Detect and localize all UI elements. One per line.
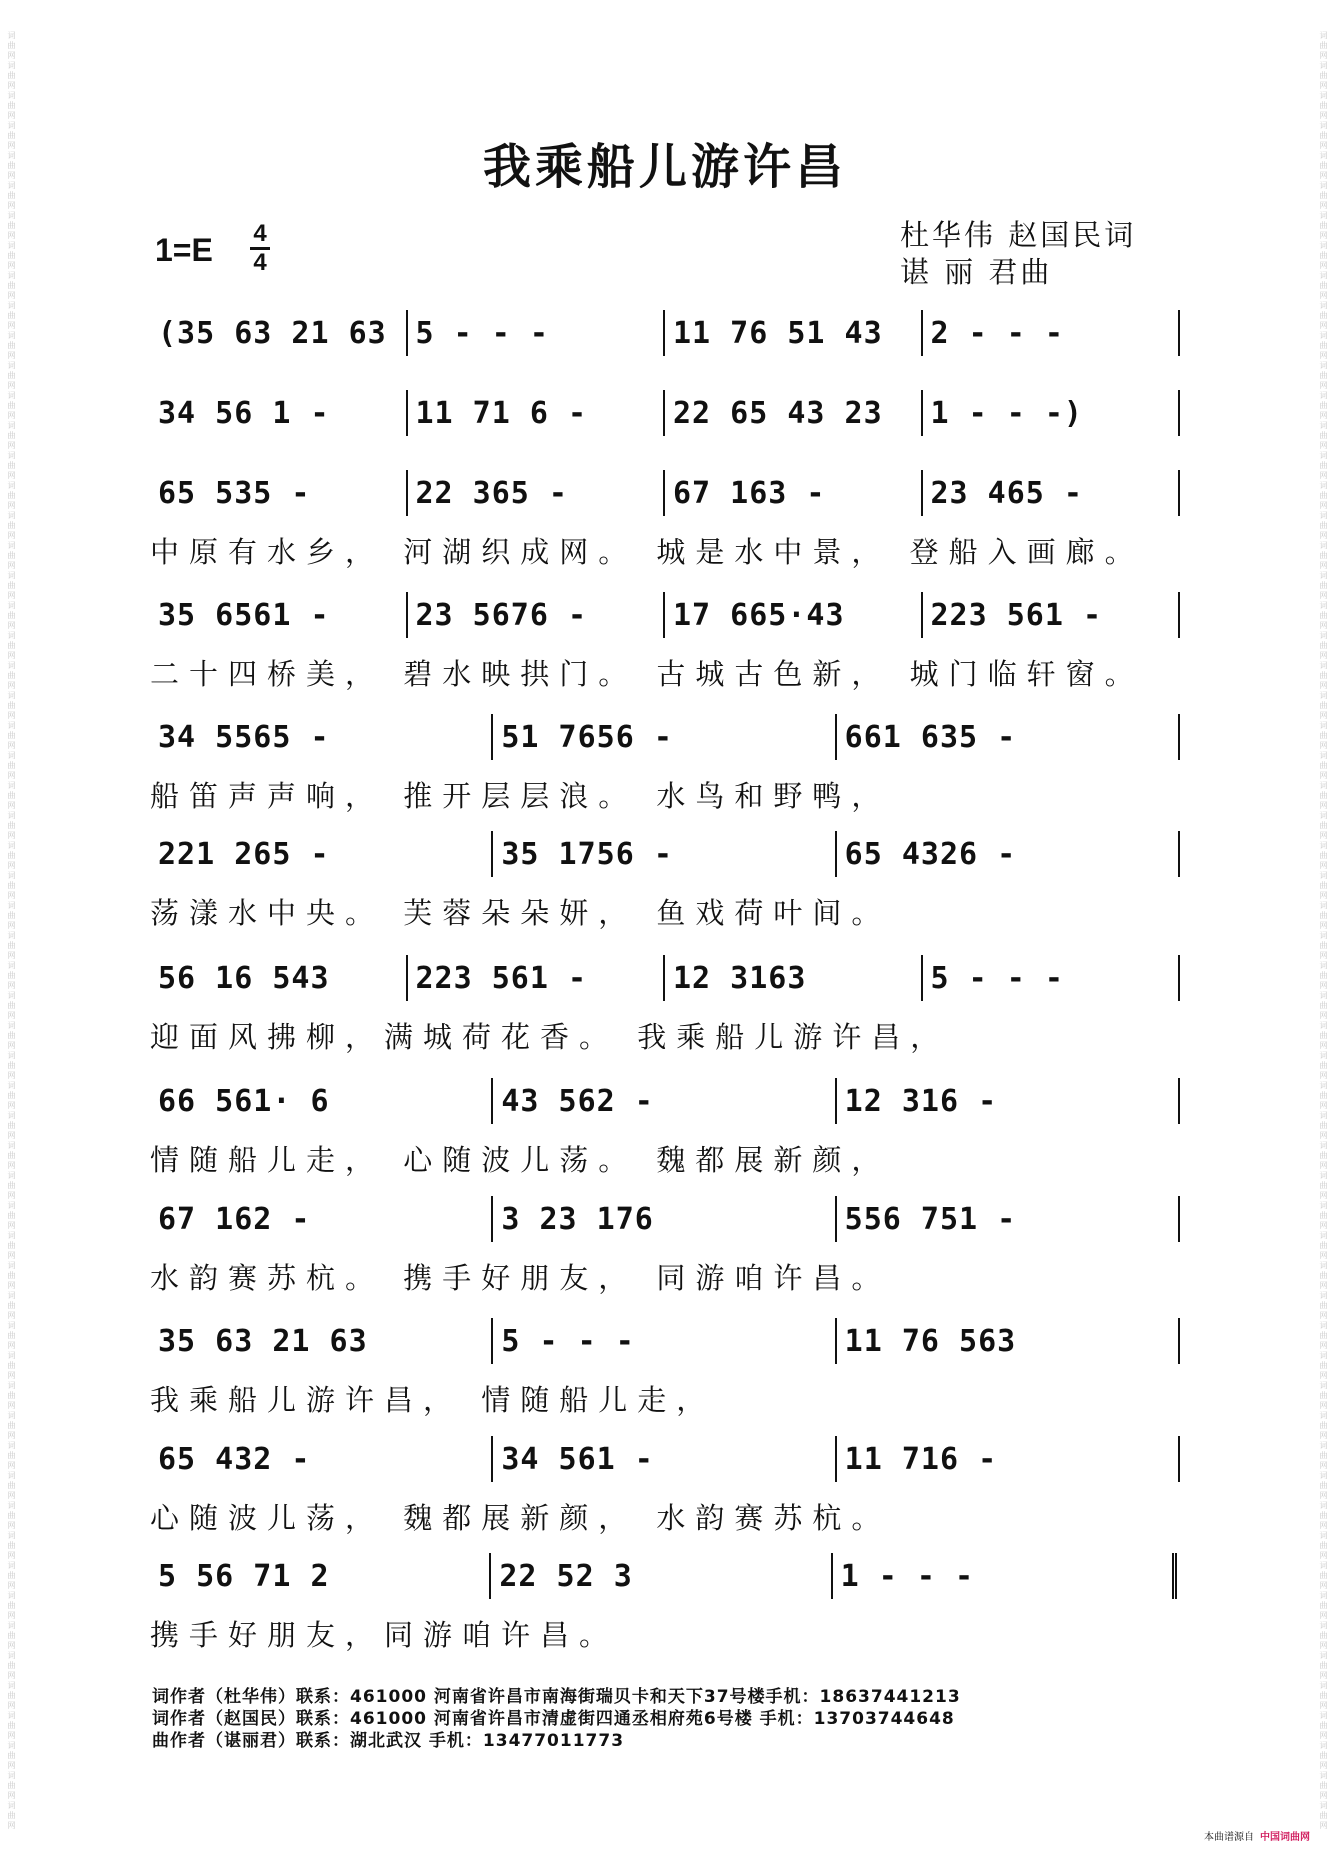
score-row (150, 592, 1180, 642)
lyric-line: 迎面风拂柳，满城荷花香。 我乘船儿游许昌， (150, 1020, 950, 1054)
key-signature: 1=E (155, 232, 213, 268)
barline (1178, 1436, 1180, 1482)
notation-line (150, 714, 1180, 760)
measure: 35 6561 - (158, 597, 330, 633)
score-row (150, 310, 1180, 360)
measure: 11 716 - (844, 1441, 998, 1477)
song-title: 我乘船儿游许昌 (482, 139, 847, 195)
measure: 5 - - - (930, 960, 1064, 996)
meter-bottom: 4 (253, 249, 267, 276)
notation-line (150, 470, 1180, 516)
measure: 34 5565 - (158, 719, 330, 755)
score-row (150, 1318, 1180, 1368)
lyric-line: 二十四桥美， 碧水映拱门。 古城古色新， 城门临轩窗。 (150, 657, 1144, 691)
measure: 12 3163 (673, 960, 807, 996)
barline (1178, 592, 1180, 638)
notation-line (150, 955, 1180, 1001)
measure: 65 4326 - (844, 836, 1017, 872)
lyric-line: 我乘船儿游许昌， 情随船儿走， (150, 1383, 716, 1417)
measure: 56 16 543 (158, 960, 330, 996)
lyric-line: 情随船儿走， 心随波儿荡。 魏都展新颜， (150, 1143, 891, 1177)
measure: 3 23 176 (501, 1201, 654, 1237)
left-watermark-strip: 词曲网词曲网词曲网词曲网词曲网词曲网词曲网词曲网词曲网词曲网词曲网词曲网词曲网词曲网词曲网词曲网词曲网词曲网词曲网词曲网词曲网词曲网词曲网词曲网词曲网词曲网词曲网词曲网词曲网词曲网词曲网词曲网词曲网词曲网词曲网词曲网词曲网词曲网词曲网词曲网词曲网词曲网词曲网词曲网词曲网词曲网词曲网词曲网词曲网词曲网词曲网词曲网词曲网词曲网词曲网词曲网词曲网词曲网词曲网词曲网 (7, 30, 16, 1831)
barline (1178, 831, 1180, 877)
measure: 1 - - -) (930, 395, 1083, 431)
measure: 22 65 43 23 (673, 395, 883, 431)
measure: 22 365 - (415, 475, 568, 511)
measure: 11 76 563 (844, 1323, 1017, 1359)
measure: 12 316 - (844, 1083, 998, 1119)
measure: 23 465 - (930, 475, 1083, 511)
measure: 43 562 - (501, 1083, 654, 1119)
measure: 23 5676 - (415, 597, 588, 633)
composer-credit: 谌 丽 君曲 (900, 255, 1053, 289)
barline (1178, 1078, 1180, 1124)
lyric-line: 携手好朋友，同游咱许昌。 (150, 1618, 619, 1652)
barline (1178, 390, 1180, 436)
measure: 11 71 6 - (415, 395, 588, 431)
barline (1172, 1553, 1180, 1599)
lyric-line: 中原有水乡， 河湖织成网。 城是水中景， 登船入画廊。 (150, 535, 1144, 569)
lyric-line: 心随波儿荡， 魏都展新颜， 水韵赛苏杭。 (150, 1501, 891, 1535)
measure: 1 - - - (840, 1558, 975, 1594)
score-row (150, 955, 1180, 1005)
measure: 67 162 - (158, 1201, 311, 1237)
notation-line (150, 1078, 1180, 1124)
measure: 5 - - - (415, 315, 549, 351)
barline (1178, 955, 1180, 1001)
lyric-line: 水韵赛苏杭。 携手好朋友， 同游咱许昌。 (150, 1261, 891, 1295)
measure: 51 7656 - (501, 719, 673, 755)
score-row (150, 714, 1180, 764)
source-brand (1204, 1828, 1310, 1843)
measure: 221 265 - (158, 836, 330, 872)
measure: 35 63 21 63 (158, 1323, 368, 1359)
measure: 22 52 3 (499, 1558, 633, 1594)
score-row (150, 1436, 1180, 1486)
measure: 65 535 - (158, 475, 311, 511)
measure: 5 - - - (501, 1323, 635, 1359)
brand-site[interactable]: 中国词曲网 (1260, 1832, 1310, 1843)
lyricist-credit: 杜华伟 赵国民词 (900, 218, 1137, 252)
barline (1178, 310, 1180, 356)
measure: 35 1756 - (501, 836, 673, 872)
measure: 34 561 - (501, 1441, 654, 1477)
barline (1178, 714, 1180, 760)
notation-line (150, 1196, 1180, 1242)
measure: 11 76 51 43 (673, 315, 883, 351)
measure: 556 751 - (844, 1201, 1017, 1237)
contact-line: 词作者（赵国民）联系：461000 河南省许昌市清虚街四通丞相府苑6号楼 手机：13703744648 (152, 1709, 955, 1729)
measure: 65 432 - (158, 1441, 311, 1477)
measure: 34 56 1 - (158, 395, 330, 431)
score-row (150, 1553, 1180, 1603)
score-row (150, 390, 1180, 440)
measure: (35 63 21 63 (158, 315, 387, 351)
contact-line: 词作者（杜华伟）联系：461000 河南省许昌市南海街瑞贝卡和天下37号楼手机：18637441213 (152, 1687, 961, 1707)
measure: 66 561· 6 (158, 1083, 330, 1119)
meter-top: 4 (253, 220, 267, 247)
score-row (150, 831, 1180, 881)
barline (1178, 470, 1180, 516)
notation-line (150, 390, 1180, 436)
notation-line (150, 310, 1180, 356)
notation-line (150, 1318, 1180, 1364)
right-watermark-strip: 词曲网词曲网词曲网词曲网词曲网词曲网词曲网词曲网词曲网词曲网词曲网词曲网词曲网词曲网词曲网词曲网词曲网词曲网词曲网词曲网词曲网词曲网词曲网词曲网词曲网词曲网词曲网词曲网词曲网词曲网词曲网词曲网词曲网词曲网词曲网词曲网词曲网词曲网词曲网词曲网词曲网词曲网词曲网词曲网词曲网词曲网词曲网词曲网词曲网词曲网词曲网词曲网词曲网词曲网词曲网词曲网词曲网词曲网词曲网词曲网 (1319, 30, 1328, 1831)
notation-line (150, 831, 1180, 877)
notation-line (150, 1436, 1180, 1482)
measure: 67 163 - (673, 475, 826, 511)
lyric-line: 船笛声声响， 推开层层浪。 水鸟和野鸭， (150, 779, 891, 813)
notation-line (150, 1553, 1180, 1599)
score-row (150, 1196, 1180, 1246)
measure: 5 56 71 2 (158, 1558, 330, 1594)
measure: 2 - - - (930, 315, 1064, 351)
brand-prefix: 本曲谱源自 (1204, 1832, 1254, 1843)
lyric-line: 荡漾水中央。 芙蓉朵朵妍， 鱼戏荷叶间。 (150, 896, 891, 930)
score-row (150, 1078, 1180, 1128)
measure: 661 635 - (844, 719, 1017, 755)
barline (1178, 1196, 1180, 1242)
measure: 17 665·43 (673, 597, 845, 633)
notation-line (150, 592, 1180, 638)
barline (1178, 1318, 1180, 1364)
score-row (150, 470, 1180, 520)
measure: 223 561 - (930, 597, 1103, 633)
time-signature (250, 222, 270, 275)
contact-line: 曲作者（谌丽君）联系：湖北武汉 手机：13477011773 (152, 1731, 625, 1751)
measure: 223 561 - (415, 960, 588, 996)
